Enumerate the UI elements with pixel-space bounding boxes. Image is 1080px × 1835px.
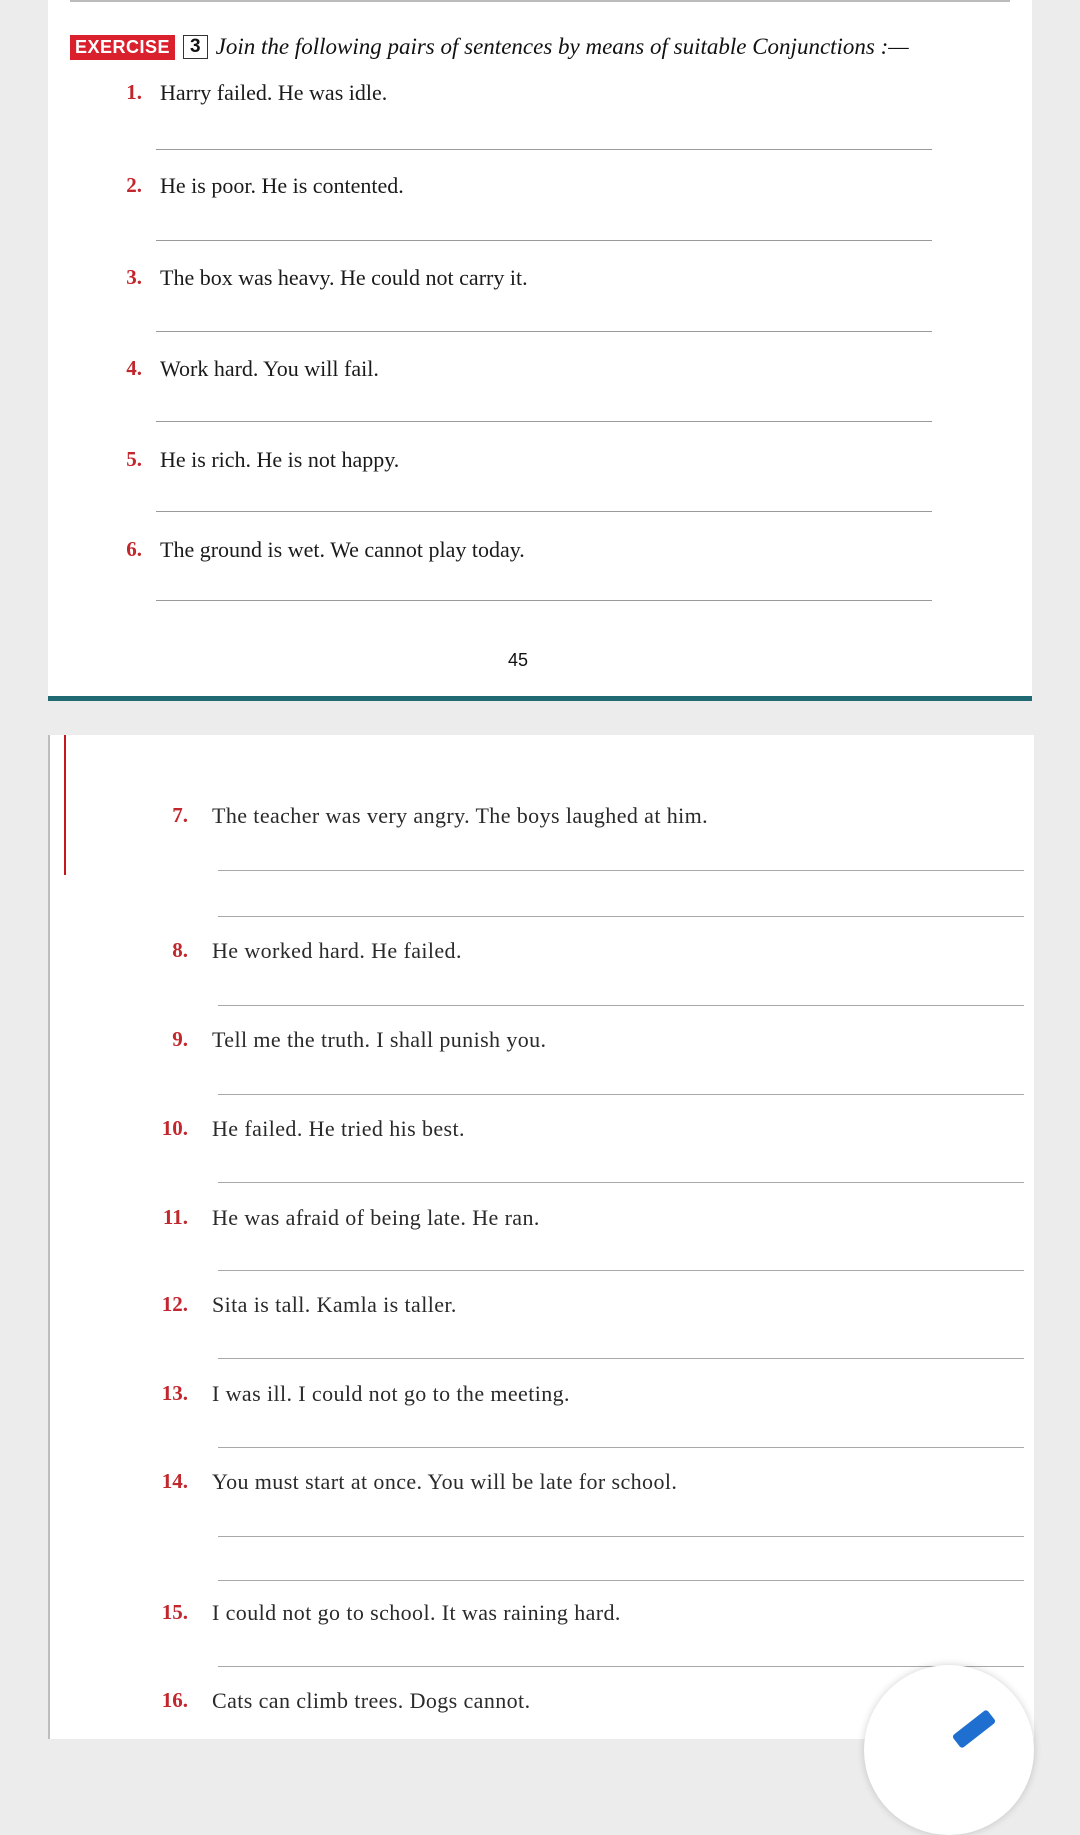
question-1 [110, 80, 930, 110]
edit-button[interactable] [864, 1665, 1034, 1835]
pencil-icon [952, 1709, 997, 1749]
question-number: 1. [126, 80, 142, 104]
question-text: The teacher was very angry. The boys laughed at him. [212, 803, 709, 828]
answer-line[interactable] [218, 1580, 1024, 1581]
answer-line[interactable] [218, 1182, 1024, 1183]
question-8 [144, 938, 984, 968]
worksheet-page-2 [48, 735, 1034, 1739]
question-7 [144, 803, 984, 833]
question-4 [110, 356, 930, 386]
question-number: 5. [126, 447, 142, 471]
answer-line[interactable] [218, 916, 1024, 917]
question-number: 13. [161, 1381, 188, 1405]
exercise-number: 3 [183, 35, 208, 59]
question-number: 12. [161, 1292, 188, 1316]
question-number: 3. [126, 265, 142, 289]
answer-line[interactable] [156, 240, 932, 241]
question-2 [110, 173, 930, 203]
question-5 [110, 447, 930, 477]
question-text: He failed. He tried his best. [212, 1116, 465, 1141]
exercise-badge: EXERCISE [70, 35, 175, 60]
question-text: You must start at once. You will be late for school. [212, 1469, 678, 1494]
question-text: Work hard. You will fail. [160, 356, 379, 381]
question-number: 10. [161, 1116, 188, 1140]
question-number: 11. [162, 1205, 188, 1229]
question-text: The box was heavy. He could not carry it. [160, 265, 528, 290]
answer-line[interactable] [156, 149, 932, 150]
question-text: Cats can climb trees. Dogs cannot. [212, 1688, 531, 1713]
question-text: He is poor. He is contented. [160, 173, 404, 198]
top-divider [70, 0, 1010, 2]
answer-line[interactable] [218, 1094, 1024, 1095]
question-text: The ground is wet. We cannot play today. [160, 537, 525, 562]
answer-line[interactable] [218, 1005, 1024, 1006]
question-14 [144, 1469, 984, 1499]
question-16 [144, 1688, 984, 1718]
answer-line[interactable] [156, 511, 932, 512]
worksheet-page-1 [48, 0, 1032, 701]
answer-line[interactable] [156, 331, 932, 332]
question-12 [144, 1292, 984, 1322]
answer-line[interactable] [156, 600, 932, 601]
question-13 [144, 1381, 984, 1411]
question-number: 16. [161, 1688, 188, 1712]
question-number: 8. [172, 938, 188, 962]
question-15 [144, 1600, 984, 1630]
page-number: 45 [508, 650, 529, 670]
question-text: He was afraid of being late. He ran. [212, 1205, 540, 1230]
question-number: 4. [126, 356, 142, 380]
question-11 [144, 1205, 984, 1235]
answer-line[interactable] [218, 1270, 1024, 1271]
question-text: I was ill. I could not go to the meeting. [212, 1381, 570, 1406]
question-text: Harry failed. He was idle. [160, 80, 388, 105]
question-text: He is rich. He is not happy. [160, 447, 400, 472]
answer-line[interactable] [218, 1358, 1024, 1359]
question-number: 14. [161, 1469, 188, 1493]
exercise-header [70, 34, 909, 60]
question-number: 2. [126, 173, 142, 197]
question-number: 15. [161, 1600, 188, 1624]
exercise-instruction: Join the following pairs of sentences by means of suitable Conjunctions :— [215, 34, 909, 59]
answer-line[interactable] [218, 1536, 1024, 1537]
question-6 [110, 537, 930, 567]
answer-line[interactable] [156, 421, 932, 422]
question-number: 7. [172, 803, 188, 827]
question-number: 6. [126, 537, 142, 561]
question-3 [110, 265, 930, 295]
question-text: He worked hard. He failed. [212, 938, 462, 963]
answer-line[interactable] [218, 1666, 1024, 1667]
question-text: Sita is tall. Kamla is taller. [212, 1292, 457, 1317]
answer-line[interactable] [218, 1447, 1024, 1448]
question-number: 9. [172, 1027, 188, 1051]
answer-line[interactable] [218, 870, 1024, 871]
question-9 [144, 1027, 984, 1057]
question-text: I could not go to school. It was raining hard. [212, 1600, 621, 1625]
question-10 [144, 1116, 984, 1146]
margin-line [64, 735, 66, 875]
question-text: Tell me the truth. I shall punish you. [212, 1027, 547, 1052]
